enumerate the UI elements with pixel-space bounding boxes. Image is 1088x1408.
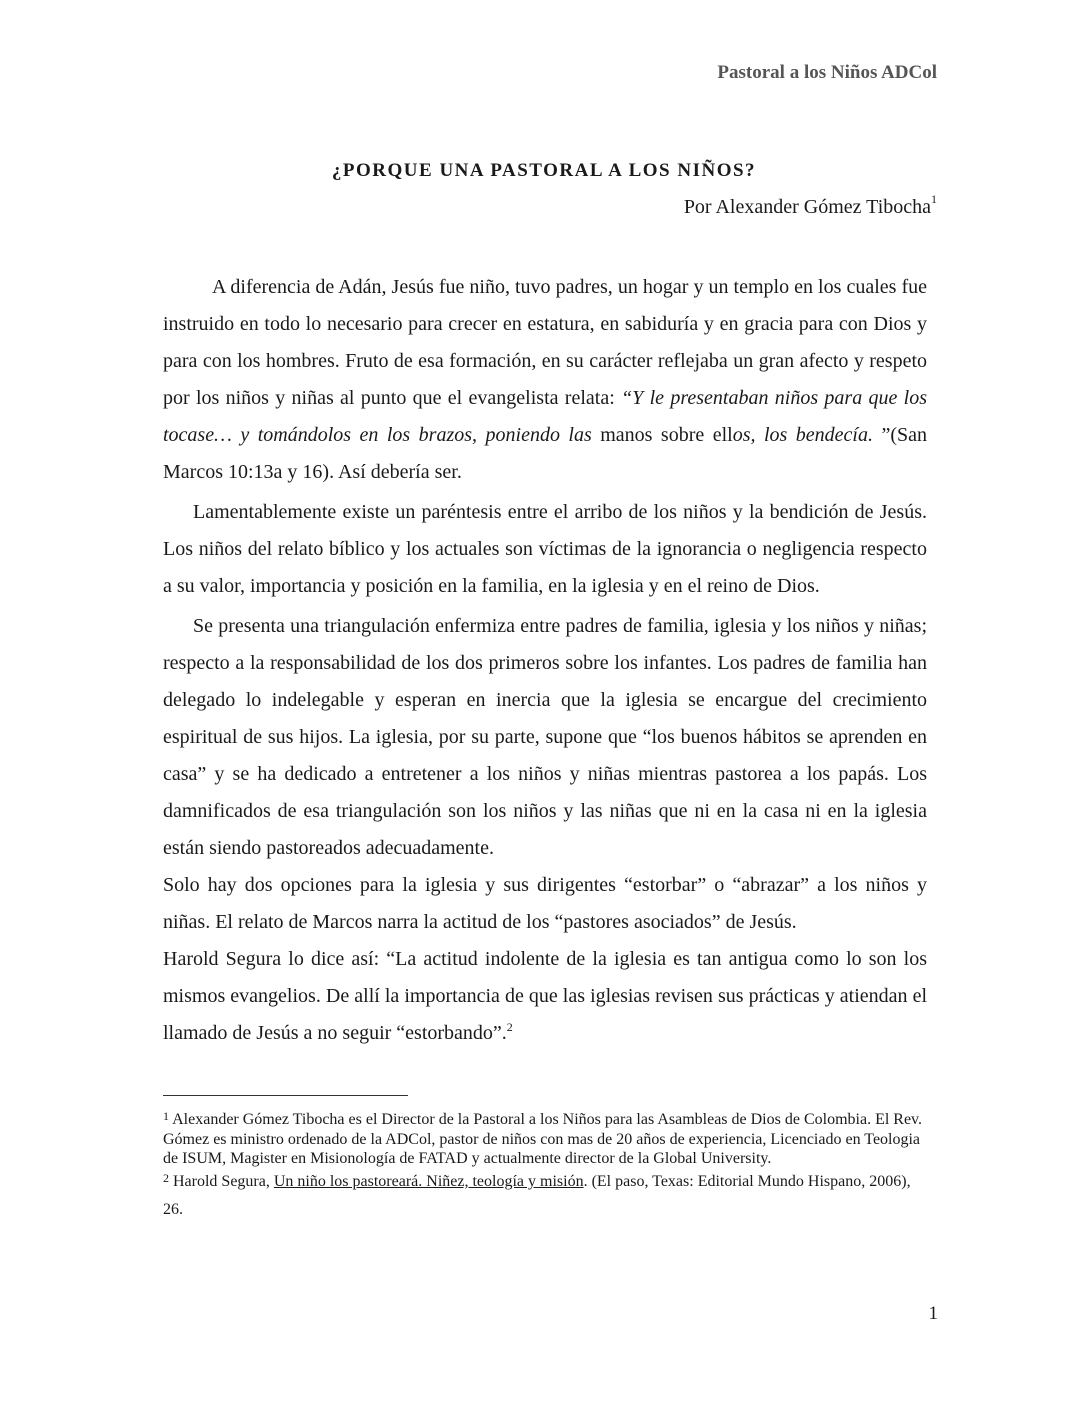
paragraph-1-text-3: ”(San Marcos 10:13a y 16). Así debería ser.: [163, 424, 927, 483]
footnote-1: [163, 1110, 931, 1168]
document-title: ¿PORQUE UNA PASTORAL A LOS NIÑOS?: [331, 160, 757, 181]
footnote-2-text: Harold Segura,: [169, 1173, 274, 1190]
footnote-separator: [163, 1095, 408, 1096]
paragraph-3: Se presenta una triangulación enfermiza entre padres de familia, iglesia y los niños y niñas; respecto a la responsabilidad de los dos primeros sobre los infantes. Los padres de familia han delegado lo indelegable y esperan en inercia que la iglesia se encargue del crecimiento espiritual de sus hijos. La iglesia, por su parte, supone que “los buenos hábitos se aprenden en casa” y se ha dedicado a entretener a los niños y niñas mientras pastorea a los papás. Los damnificados de esa triangulación son los niños y las niñas que ni en la casa ni en la iglesia están siendo pastoreados adecuadamente.: [163, 615, 927, 859]
footnote-2-citation: . (El paso, Texas: Editorial Mundo Hispano, 2006), 26.: [163, 1173, 911, 1218]
document-body: [163, 269, 927, 1052]
paragraph-4: Solo hay dos opciones para la iglesia y sus dirigentes “estorbar” o “abrazar” a los niños y niñas. El relato de Marcos narra la actitud de los “pastores asociados” de Jesús.: [163, 874, 927, 933]
footnote-ref-1: 1: [931, 192, 937, 206]
footnote-1-number: 1: [163, 1109, 169, 1123]
footnotes: [163, 1110, 931, 1224]
paragraph-1: [163, 269, 927, 491]
footnote-2: [163, 1168, 931, 1224]
footnote-ref-2: 2: [506, 1020, 513, 1034]
page-number: 1: [928, 1303, 938, 1324]
author-name: Por Alexander Gómez Tibocha: [683, 196, 931, 218]
paragraph-1-text-2: manos sobre ell: [591, 424, 733, 446]
paragraph-1-text: A diferencia de Adán, Jesús fue niño, tuvo padres, un hogar y un templo en los cuales fue instruido en todo lo necesario para crecer en estatura, en sabiduría y en gracia para con Dios y para con los hombres. Fruto de esa formación, en su carácter reflejaba un gran afecto y respeto por los niños y niñas al punto que el evangelista relata:: [163, 276, 927, 409]
footnote-1-text: Alexander Gómez Tibocha es el Director de la Pastoral a los Niños para las Asambleas de Dios de Colombia. El Rev. Gómez es ministro ordenado de la ADCol, pastor de niños con mas de 20 años de experiencia, Licenciado en Teologia de ISUM, Magister en Misionología de FATAD y actualmente director de la Global University.: [163, 1111, 923, 1167]
bible-quote: “Y le presentaban niños para que los tocase… y tomándolos en los brazos, poniendo las: [163, 387, 928, 446]
paragraph-2: Lamentablemente existe un paréntesis entre el arribo de los niños y la bendición de Jesús. Los niños del relato bíblico y los actuales son víctimas de la ignorancia o negligencia respecto a su valor, importancia y posición en la familia, en la iglesia y en el reino de Dios.: [163, 501, 927, 597]
paragraph-5-text: Harold Segura lo dice así: “La actitud indolente de la iglesia es tan antigua como lo son los mismos evangelios. De allí la importancia de que las iglesias revisen sus prácticas y atiendan el llamado de Jesús a no seguir “estorbando”.: [163, 948, 927, 1044]
paragraph-5: [163, 941, 927, 1052]
author-byline: [683, 192, 937, 219]
running-header: Pastoral a los Niños ADCol: [717, 62, 937, 83]
footnote-2-number: 2: [163, 1171, 169, 1185]
footnote-2-book-title: Un niño los pastoreará. Niñez, teología y misión: [273, 1173, 584, 1190]
bible-quote-end: os, los bendecía.: [732, 424, 873, 446]
